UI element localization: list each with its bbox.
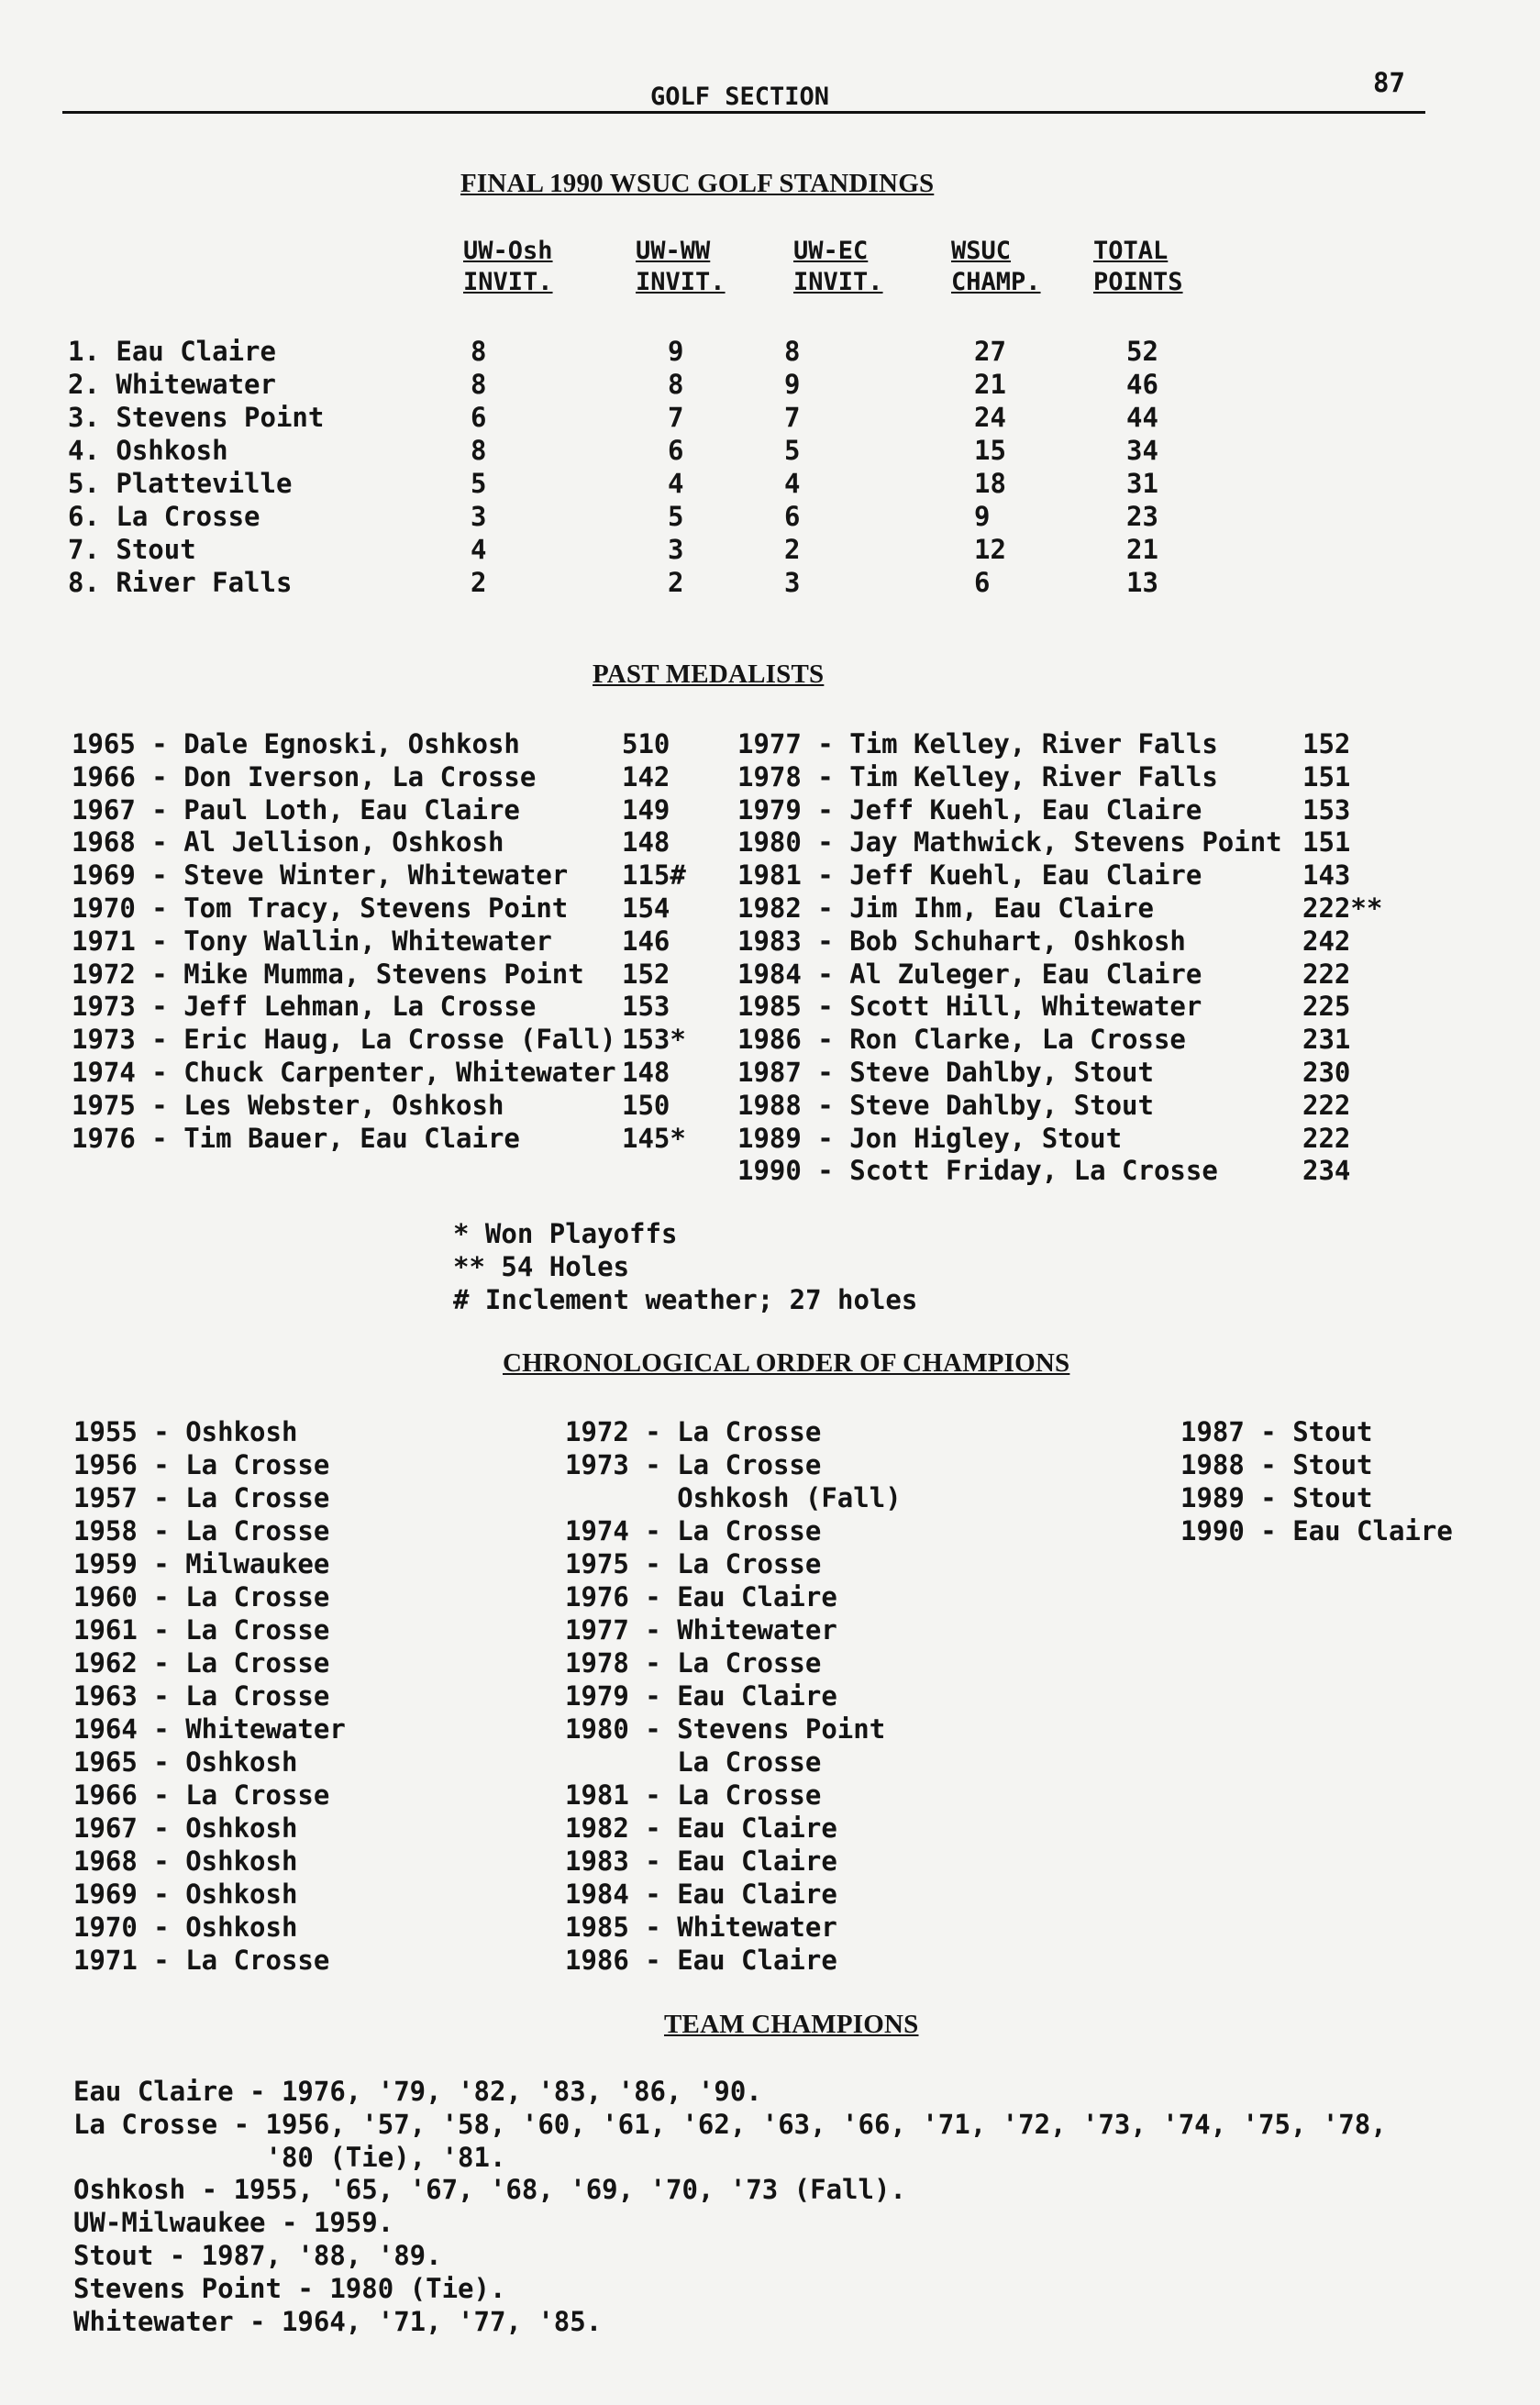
medalist-entry: 1990 - Scott Friday, La Crosse xyxy=(737,1155,1218,1187)
medalist-score: 225 xyxy=(1302,991,1351,1023)
champion-entry: 1978 - La Crosse xyxy=(565,1647,822,1679)
champion-entry: 1957 - La Crosse xyxy=(73,1482,330,1513)
medalist-entry: 1983 - Bob Schuhart, Oshkosh xyxy=(737,925,1186,957)
standings-value: 5 xyxy=(471,468,487,499)
standings-value: 15 xyxy=(974,435,1006,466)
standings-value: 8 xyxy=(668,369,684,400)
champion-entry: 1980 - Stevens Point xyxy=(565,1713,886,1745)
champion-entry: 1966 - La Crosse xyxy=(73,1779,330,1811)
standings-value: 27 xyxy=(974,336,1006,367)
medalist-score: 230 xyxy=(1302,1057,1351,1088)
standings-value: 12 xyxy=(974,534,1006,565)
standings-value: 9 xyxy=(668,336,684,367)
team-champion-line: Eau Claire - 1976, '79, '82, '83, '86, '90. xyxy=(73,2076,762,2107)
medalist-entry: 1976 - Tim Bauer, Eau Claire xyxy=(72,1122,520,1154)
standings-title: FINAL 1990 WSUC GOLF STANDINGS xyxy=(460,169,935,198)
medalist-score: 153 xyxy=(1302,793,1351,826)
medalist-entry: 1984 - Al Zuleger, Eau Claire xyxy=(737,958,1202,990)
champion-entry: 1971 - La Crosse xyxy=(73,1945,330,1976)
standings-column-header: UW-EC xyxy=(793,237,869,265)
standings-team: 5. Platteville xyxy=(68,468,293,499)
champion-entry: 1976 - Eau Claire xyxy=(565,1581,837,1613)
standings-value: 6 xyxy=(668,435,684,466)
standings-team: 3. Stevens Point xyxy=(68,402,325,433)
medalist-score: 222 xyxy=(1302,1122,1351,1154)
medalist-entry: 1987 - Steve Dahlby, Stout xyxy=(737,1057,1154,1088)
medalist-score: 145* xyxy=(622,1122,686,1154)
standings-team: 6. La Crosse xyxy=(68,501,260,532)
chronology-title: CHRONOLOGICAL ORDER OF CHAMPIONS xyxy=(503,1348,1070,1378)
medalist-score: 149 xyxy=(622,793,670,826)
standings-value: 3 xyxy=(668,534,684,565)
standings-column-header: INVIT. xyxy=(463,268,553,296)
standings-value: 3 xyxy=(471,501,487,532)
standings-value: 18 xyxy=(974,468,1006,499)
standings-value: 6 xyxy=(471,402,487,433)
standings-value: 8 xyxy=(471,369,487,400)
team-champion-line: UW-Milwaukee - 1959. xyxy=(73,2207,394,2239)
medalist-score: 148 xyxy=(622,826,670,859)
medalist-entry: 1982 - Jim Ihm, Eau Claire xyxy=(737,892,1154,924)
medalist-score: 152 xyxy=(1302,728,1351,759)
medalist-entry: 1969 - Steve Winter, Whitewater xyxy=(72,859,569,892)
champion-entry: 1985 - Whitewater xyxy=(565,1912,837,1943)
standings-value: 8 xyxy=(471,336,487,367)
medalist-entry: 1974 - Chuck Carpenter, Whitewater xyxy=(72,1057,616,1088)
team-champion-line: Stout - 1987, '88, '89. xyxy=(73,2240,442,2271)
standings-value: 21 xyxy=(974,369,1006,400)
medalist-score: 154 xyxy=(622,892,670,924)
standings-value: 4 xyxy=(668,468,684,499)
team-champion-line: La Crosse - 1956, '57, '58, '60, '61, '62, '63, '66, '71, '72, '73, '74, '75, '78, xyxy=(73,2108,1387,2140)
champion-entry: 1988 - Stout xyxy=(1180,1449,1373,1480)
medalist-score: 143 xyxy=(1302,859,1351,892)
medalist-note: * Won Playoffs xyxy=(453,1218,678,1249)
standings-value: 31 xyxy=(1126,468,1158,499)
medalist-score: 142 xyxy=(622,760,670,792)
standings-value: 8 xyxy=(471,435,487,466)
standings-value: 13 xyxy=(1126,567,1158,598)
standings-value: 21 xyxy=(1126,534,1158,565)
standings-value: 7 xyxy=(668,402,684,433)
champion-entry: 1960 - La Crosse xyxy=(73,1581,330,1613)
page-number: 87 xyxy=(1373,67,1405,98)
champion-entry: 1965 - Oshkosh xyxy=(73,1746,298,1778)
medalist-score: 234 xyxy=(1302,1155,1351,1187)
champion-entry: 1967 - Oshkosh xyxy=(73,1812,298,1844)
champion-entry: 1987 - Stout xyxy=(1180,1416,1373,1447)
medalist-score: 222** xyxy=(1302,892,1383,924)
standings-value: 7 xyxy=(784,402,801,433)
standings-value: 2 xyxy=(668,567,684,598)
standings-value: 5 xyxy=(784,435,801,466)
standings-value: 24 xyxy=(974,402,1006,433)
standings-team: 7. Stout xyxy=(68,534,196,565)
medalist-score: 151 xyxy=(1302,826,1351,859)
champion-entry: 1984 - Eau Claire xyxy=(565,1879,837,1910)
champion-entry: 1983 - Eau Claire xyxy=(565,1845,837,1877)
champion-entry: 1970 - Oshkosh xyxy=(73,1912,298,1943)
champion-entry: Oshkosh (Fall) xyxy=(565,1482,902,1513)
standings-team: 2. Whitewater xyxy=(68,369,276,400)
medalist-entry: 1980 - Jay Mathwick, Stevens Point xyxy=(737,826,1282,859)
standings-value: 9 xyxy=(784,369,801,400)
medalist-entry: 1966 - Don Iverson, La Crosse xyxy=(72,760,537,792)
champion-entry: 1986 - Eau Claire xyxy=(565,1945,837,1976)
standings-column-header: WSUC xyxy=(951,237,1012,265)
champion-entry: 1972 - La Crosse xyxy=(565,1416,822,1447)
standings-value: 6 xyxy=(974,567,991,598)
team-champion-line: Oshkosh - 1955, '65, '67, '68, '69, '70, '73 (Fall). xyxy=(73,2174,906,2206)
champion-entry: 1968 - Oshkosh xyxy=(73,1845,298,1877)
standings-value: 44 xyxy=(1126,402,1158,433)
medalist-entry: 1989 - Jon Higley, Stout xyxy=(737,1122,1123,1154)
medalist-entry: 1971 - Tony Wallin, Whitewater xyxy=(72,925,552,957)
champion-entry: 1963 - La Crosse xyxy=(73,1680,330,1712)
medalist-entry: 1985 - Scott Hill, Whitewater xyxy=(737,991,1202,1023)
standings-value: 2 xyxy=(471,567,487,598)
medalist-entry: 1968 - Al Jellison, Oshkosh xyxy=(72,826,504,859)
medalist-score: 153 xyxy=(622,991,670,1023)
champion-entry: 1956 - La Crosse xyxy=(73,1449,330,1480)
standings-team: 4. Oshkosh xyxy=(68,435,228,466)
standings-column-header: POINTS xyxy=(1093,268,1183,296)
standings-value: 52 xyxy=(1126,336,1158,367)
medalist-score: 115# xyxy=(622,859,686,892)
medalist-entry: 1973 - Eric Haug, La Crosse (Fall) xyxy=(72,1024,616,1056)
standings-value: 4 xyxy=(471,534,487,565)
standings-column-header: INVIT. xyxy=(793,268,883,296)
medalist-score: 231 xyxy=(1302,1024,1351,1056)
medalist-score: 222 xyxy=(1302,1089,1351,1121)
team-champions-title: TEAM CHAMPIONS xyxy=(664,2010,919,2039)
champion-entry: 1990 - Eau Claire xyxy=(1180,1515,1453,1546)
medalist-entry: 1978 - Tim Kelley, River Falls xyxy=(737,760,1218,792)
medalist-note: ** 54 Holes xyxy=(453,1250,630,1282)
standings-value: 9 xyxy=(974,501,991,532)
medalists-title: PAST MEDALISTS xyxy=(593,659,825,689)
champion-entry: 1977 - Whitewater xyxy=(565,1614,837,1646)
champion-entry: 1982 - Eau Claire xyxy=(565,1812,837,1844)
champion-entry: 1979 - Eau Claire xyxy=(565,1680,837,1712)
medalist-entry: 1977 - Tim Kelley, River Falls xyxy=(737,728,1218,759)
medalist-entry: 1972 - Mike Mumma, Stevens Point xyxy=(72,958,584,990)
standings-column-header: UW-WW xyxy=(636,237,711,265)
team-champion-line: '80 (Tie), '81. xyxy=(73,2141,506,2173)
medalist-score: 150 xyxy=(622,1089,670,1121)
champion-entry: 1989 - Stout xyxy=(1180,1482,1373,1513)
medalist-note: # Inclement weather; 27 holes xyxy=(453,1283,918,1315)
medalist-entry: 1986 - Ron Clarke, La Crosse xyxy=(737,1024,1186,1056)
medalist-score: 148 xyxy=(622,1057,670,1088)
standings-value: 3 xyxy=(784,567,801,598)
standings-value: 5 xyxy=(668,501,684,532)
champion-entry: 1981 - La Crosse xyxy=(565,1779,822,1811)
header-rule xyxy=(62,111,1425,114)
standings-team: 8. River Falls xyxy=(68,567,293,598)
medalist-entry: 1965 - Dale Egnoski, Oshkosh xyxy=(72,728,520,759)
medalist-score: 152 xyxy=(622,958,670,990)
standings-value: 2 xyxy=(784,534,801,565)
medalist-score: 510 xyxy=(622,728,670,759)
champion-entry: 1975 - La Crosse xyxy=(565,1548,822,1579)
medalist-score: 222 xyxy=(1302,958,1351,990)
standings-value: 8 xyxy=(784,336,801,367)
standings-column-header: CHAMP. xyxy=(951,268,1041,296)
champion-entry: La Crosse xyxy=(565,1746,822,1778)
champion-entry: 1973 - La Crosse xyxy=(565,1449,822,1480)
standings-value: 6 xyxy=(784,501,801,532)
medalist-entry: 1967 - Paul Loth, Eau Claire xyxy=(72,793,520,826)
medalist-score: 153* xyxy=(622,1024,686,1056)
standings-value: 34 xyxy=(1126,435,1158,466)
medalist-score: 242 xyxy=(1302,925,1351,957)
medalist-entry: 1973 - Jeff Lehman, La Crosse xyxy=(72,991,537,1023)
medalist-entry: 1975 - Les Webster, Oshkosh xyxy=(72,1089,504,1121)
medalist-entry: 1988 - Steve Dahlby, Stout xyxy=(737,1089,1154,1121)
champion-entry: 1955 - Oshkosh xyxy=(73,1416,298,1447)
standings-value: 46 xyxy=(1126,369,1158,400)
medalist-entry: 1981 - Jeff Kuehl, Eau Claire xyxy=(737,859,1202,892)
champion-entry: 1974 - La Crosse xyxy=(565,1515,822,1546)
standings-column-header: INVIT. xyxy=(636,268,726,296)
team-champion-line: Stevens Point - 1980 (Tie). xyxy=(73,2272,506,2304)
medalist-entry: 1979 - Jeff Kuehl, Eau Claire xyxy=(737,793,1202,826)
standings-team: 1. Eau Claire xyxy=(68,336,276,367)
champion-entry: 1958 - La Crosse xyxy=(73,1515,330,1546)
champion-entry: 1962 - La Crosse xyxy=(73,1647,330,1679)
standings-column-header: UW-Osh xyxy=(463,237,553,265)
team-champion-line: Whitewater - 1964, '71, '77, '85. xyxy=(73,2305,603,2337)
champion-entry: 1961 - La Crosse xyxy=(73,1614,330,1646)
champion-entry: 1969 - Oshkosh xyxy=(73,1879,298,1910)
medalist-entry: 1970 - Tom Tracy, Stevens Point xyxy=(72,892,569,924)
medalist-score: 151 xyxy=(1302,760,1351,792)
standings-column-header: TOTAL xyxy=(1093,237,1169,265)
champion-entry: 1959 - Milwaukee xyxy=(73,1548,330,1579)
champion-entry: 1964 - Whitewater xyxy=(73,1713,346,1745)
standings-value: 4 xyxy=(784,468,801,499)
medalist-score: 146 xyxy=(622,925,670,957)
standings-value: 23 xyxy=(1126,501,1158,532)
section-title: GOLF SECTION xyxy=(650,83,830,111)
